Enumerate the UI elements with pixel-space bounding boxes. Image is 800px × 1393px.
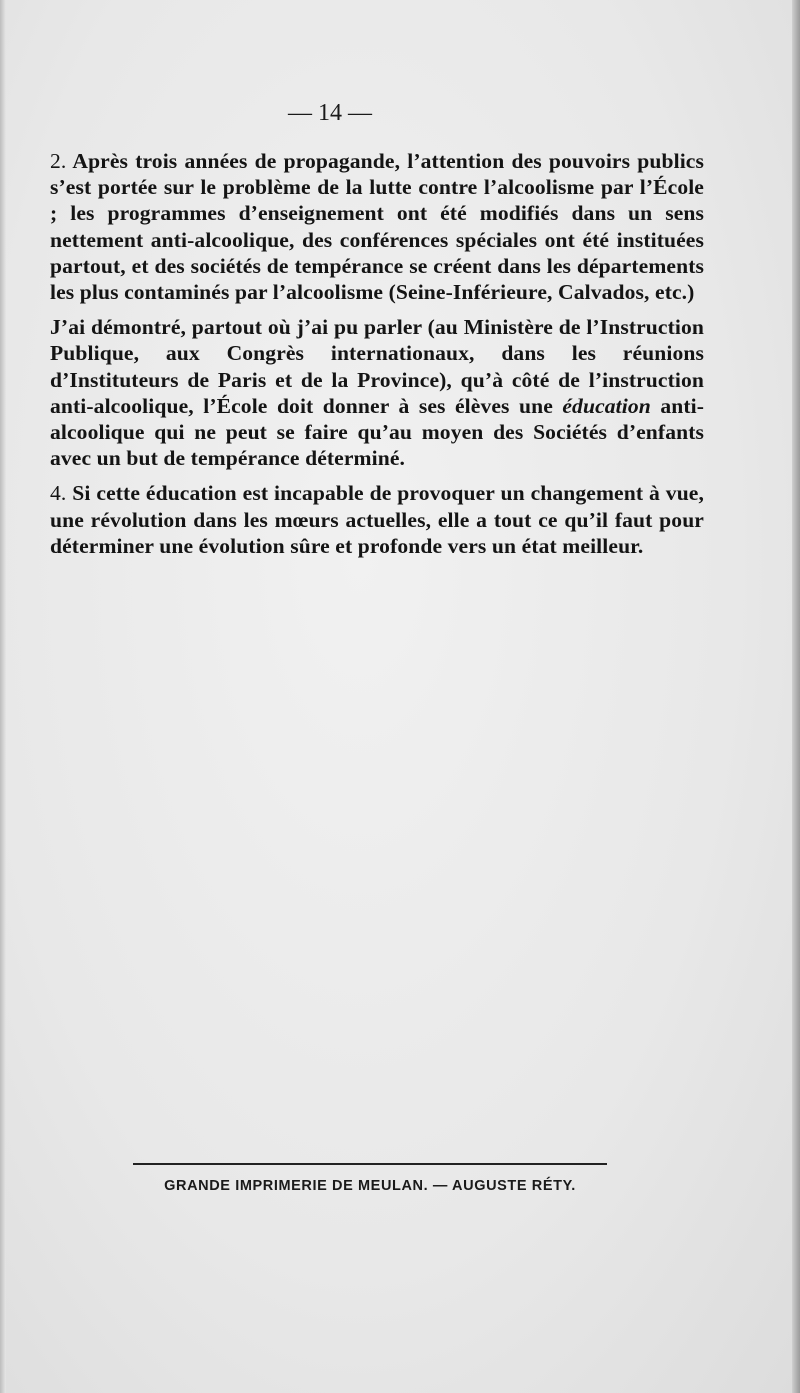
paragraph-number: 4. xyxy=(50,481,67,506)
page-right-edge xyxy=(792,0,800,1393)
paragraph-text: Si cette éducation est incapable de provoquer un changement à vue, une révolution dans les mœurs actuelles, elle a tout ce qu’il faut pour déterminer une évolution sûre et profonde vers un état meilleur. xyxy=(50,481,704,558)
paragraph-text: Après trois années de propagande, l’attention des pouvoirs publics s’est portée sur le problème de la lutte contre l’alcoolisme par l’École ; les programmes d’enseignement ont été modifiés dans un sens nettement anti-alcoolique, des conférences spéciales ont été instituées partout, et des sociétés de tempérance se créent dans les départements les plus contaminés par l’alcoolisme (Seine-Inférieure, Calvados, etc.) xyxy=(50,149,704,305)
page-number: — 14 — xyxy=(288,100,372,126)
body-text xyxy=(50,148,704,568)
paragraph-number: 2. xyxy=(50,149,67,173)
paragraph-4 xyxy=(50,480,704,559)
paragraph-2 xyxy=(50,148,704,305)
paragraph-3 xyxy=(50,314,704,471)
paragraph-text-after: anti-alcoolique qui ne peut se faire qu’au moyen des Sociétés d’enfants avec un but de tempérance déterminé. xyxy=(50,393,705,471)
emphasis-text: éducation xyxy=(562,393,651,418)
paragraph-text-before: J’ai démontré, partout où j’ai pu parler (au Ministère de l’Instruction Publique, aux Congrès internationaux, dans les réunions d’Instituteurs de Paris et de la Province), qu’à côté de l’instruction anti-alcoolique, l’École doit donner à ses élèves une xyxy=(50,315,704,418)
footer-rule xyxy=(133,1163,607,1165)
printer-imprint: GRANDE IMPRIMERIE DE MEULAN. — AUGUSTE RÉTY. xyxy=(164,1178,576,1194)
